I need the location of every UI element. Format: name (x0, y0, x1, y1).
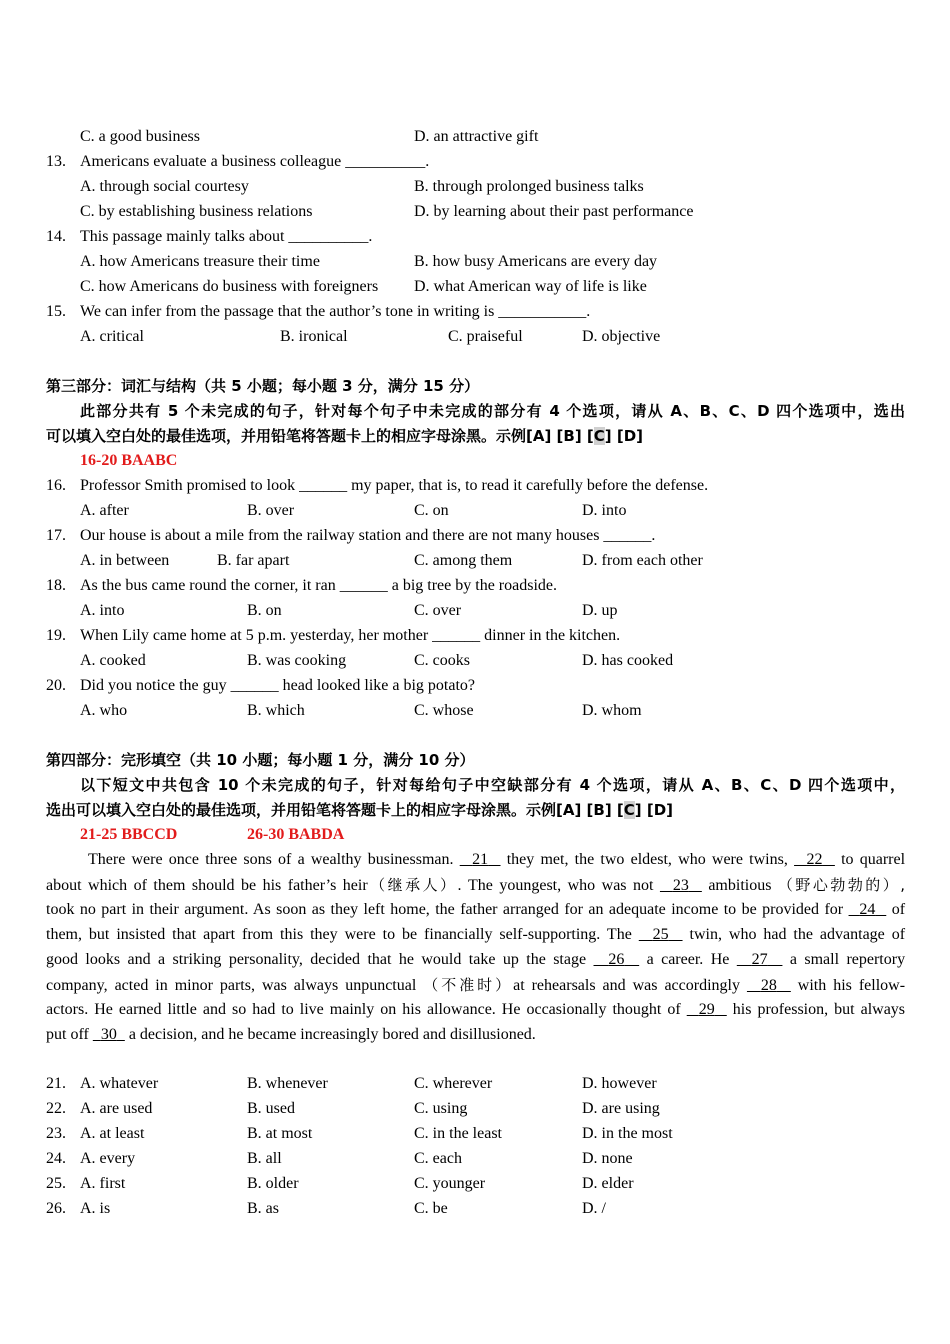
option-b: B. far apart (217, 552, 290, 569)
blank-29: 29 (698, 1001, 715, 1018)
blank-25: 25 (652, 926, 669, 943)
option-d: D. what American way of life is like (414, 278, 647, 295)
option-c: C. younger (414, 1175, 486, 1192)
question-number: 26. (46, 1200, 66, 1217)
option-b: B. which (247, 702, 305, 719)
option-b: B. as (247, 1200, 279, 1217)
part-3-instructions-line-2: 可以填入空白处的最佳选项，并用铅笔将答题卡上的相应字母涂黑。示例[A] [B] [C] [D] (46, 427, 644, 445)
option-a: A. how Americans treasure their time (80, 253, 320, 270)
question-number: 21. (46, 1075, 66, 1092)
option-b: B. at most (247, 1125, 313, 1142)
question-stem: Our house is about a mile from the railway station and there are not many houses ______. (80, 527, 656, 544)
option-a: A. after (80, 502, 129, 519)
option-c: C. how Americans do business with foreigners (80, 278, 379, 295)
passage-line-7: actors. He earned little and so had to live mainly on his allowance. He occasionally thought of 29 his profession, but always (46, 1001, 906, 1018)
option-a: A. are used (80, 1100, 153, 1117)
option-a: A. who (80, 702, 128, 719)
question-number: 22. (46, 1100, 66, 1117)
option-d: D. objective (582, 328, 661, 345)
passage-line-3: took no part in their argument. As soon as they left home, the father arranged for an adequate income to be provided for 24 of (46, 901, 906, 918)
question-number: 13. (46, 153, 66, 170)
question-number: 20. (46, 677, 66, 694)
option-c: C. cooks (414, 652, 470, 669)
option-a: A. in between (80, 552, 170, 569)
question-stem: Americans evaluate a business colleague __________. (80, 153, 430, 170)
part-3-instructions-line-1: 此部分共有 5 个未完成的句子，针对每个句子中未完成的部分有 4 个选项，请从 A、B、C、D 四个选项中，选出 (80, 402, 905, 420)
option-a: A. every (80, 1150, 136, 1167)
question-stem: This passage mainly talks about __________. (80, 228, 373, 245)
blank-22: 22 (806, 851, 823, 868)
part-4-instructions-line-1: 以下短文中共包含 10 个未完成的句子，针对每给句子中空缺部分有 4 个选项，请从 A、B、C、D 四个选项中， (80, 776, 905, 794)
passage-line-1: There were once three sons of a wealthy businessman. 21 they met, the two eldest, who were twins, 22 to quarrel (88, 851, 906, 868)
option-a: A. critical (80, 328, 144, 345)
option-d: D. however (582, 1075, 657, 1092)
option-d: D. has cooked (582, 652, 674, 669)
part-4-answer-key-1: 21-25 BBCCD (80, 826, 178, 843)
option-c: C. wherever (414, 1075, 493, 1092)
q12-option-d: D. an attractive gift (414, 128, 539, 145)
part-3-answer-key: 16-20 BAABC (80, 452, 178, 469)
option-a: A. into (80, 602, 125, 619)
option-a: A. at least (80, 1125, 145, 1142)
question-stem: Did you notice the guy ______ head looked like a big potato? (80, 677, 476, 694)
blank-26: 26 (608, 951, 625, 968)
option-b: B. whenever (247, 1075, 328, 1092)
option-c: C. in the least (414, 1125, 502, 1142)
option-d: D. whom (582, 702, 642, 719)
option-c: C. whose (414, 702, 474, 719)
question-number: 19. (46, 627, 66, 644)
question-stem: Professor Smith promised to look ______ my paper, that is, to read it carefully before the defense. (80, 477, 709, 494)
option-c: C. using (414, 1100, 468, 1117)
option-b: B. all (247, 1150, 282, 1167)
option-a: A. cooked (80, 652, 146, 669)
example-highlight: C (623, 801, 635, 819)
blank-21: 21 (472, 851, 489, 868)
option-b: B. was cooking (247, 652, 347, 669)
option-a: A. is (80, 1200, 111, 1217)
blank-28: 28 (760, 977, 777, 994)
blank-23: 23 (672, 877, 689, 894)
question-number: 24. (46, 1150, 66, 1167)
passage-line-4: them, but insisted that apart from this they were to be financially self-supporting. The 25 twin, who had the advantage of (46, 926, 906, 943)
blank-27: 27 (751, 951, 768, 968)
option-b: B. on (247, 602, 282, 619)
question-number: 17. (46, 527, 66, 544)
question-number: 25. (46, 1175, 66, 1192)
question-number: 15. (46, 303, 66, 320)
option-c: C. each (414, 1150, 462, 1167)
question-stem: We can infer from the passage that the author’s tone in writing is ___________. (80, 303, 591, 320)
option-d: D. by learning about their past performance (414, 203, 694, 220)
option-c: C. by establishing business relations (80, 203, 313, 220)
blank-24: 24 (859, 901, 876, 918)
question-number: 23. (46, 1125, 66, 1142)
option-b: B. older (247, 1175, 299, 1192)
passage-line-6: company, acted in minor parts, was always unpunctual （不准时）at rehearsals and was accordingly 28 with his fellow- (46, 976, 906, 994)
example-highlight: C (593, 427, 605, 445)
question-number: 14. (46, 228, 66, 245)
option-c: C. over (414, 602, 462, 619)
part-3-heading: 第三部分：词汇与结构（共 5 小题；每小题 3 分，满分 15 分） (46, 377, 480, 395)
question-number: 18. (46, 577, 66, 594)
option-d: D. elder (582, 1175, 634, 1192)
option-b: B. over (247, 502, 295, 519)
option-d: D. / (582, 1200, 606, 1217)
option-a: A. whatever (80, 1075, 159, 1092)
part-4-answer-key-2: 26-30 BABDA (247, 826, 345, 843)
question-stem: When Lily came home at 5 p.m. yesterday, her mother ______ dinner in the kitchen. (80, 627, 621, 644)
option-b: B. ironical (280, 328, 348, 345)
blank-30: 30 (100, 1026, 117, 1043)
q12-option-c: C. a good business (80, 128, 200, 145)
option-d: D. are using (582, 1100, 660, 1117)
option-c: C. on (414, 502, 449, 519)
passage-line-8: put off 30 a decision, and he became increasingly bored and disillusioned. (46, 1026, 536, 1043)
option-b: B. how busy Americans are every day (414, 253, 658, 270)
option-a: A. through social courtesy (80, 178, 249, 195)
option-a: A. first (80, 1175, 126, 1192)
part-4-instructions-line-2: 选出可以填入空白处的最佳选项，并用铅笔将答题卡上的相应字母涂黑。示例[A] [B] [C] [D] (46, 801, 674, 819)
option-d: D. from each other (582, 552, 703, 569)
option-b: B. through prolonged business talks (414, 178, 644, 195)
question-stem: As the bus came round the corner, it ran ______ a big tree by the roadside. (80, 577, 557, 594)
option-c: C. be (414, 1200, 448, 1217)
part-4-heading: 第四部分：完形填空（共 10 小题；每小题 1 分，满分 10 分） (46, 751, 475, 769)
option-b: B. used (247, 1100, 295, 1117)
option-d: D. into (582, 502, 627, 519)
question-number: 16. (46, 477, 66, 494)
passage-line-2: about which of them should be his father’s heir（继承人）. The youngest, who was not 23 ambitious （野心勃勃的）, (46, 876, 906, 894)
option-c: C. among them (414, 552, 513, 569)
passage-line-5: good looks and a striking personality, decided that he would take up the stage 26 a career. He 27 a small repertory (46, 951, 906, 968)
option-c: C. praiseful (448, 328, 523, 345)
option-d: D. none (582, 1150, 633, 1167)
option-d: D. in the most (582, 1125, 673, 1142)
option-d: D. up (582, 602, 618, 619)
